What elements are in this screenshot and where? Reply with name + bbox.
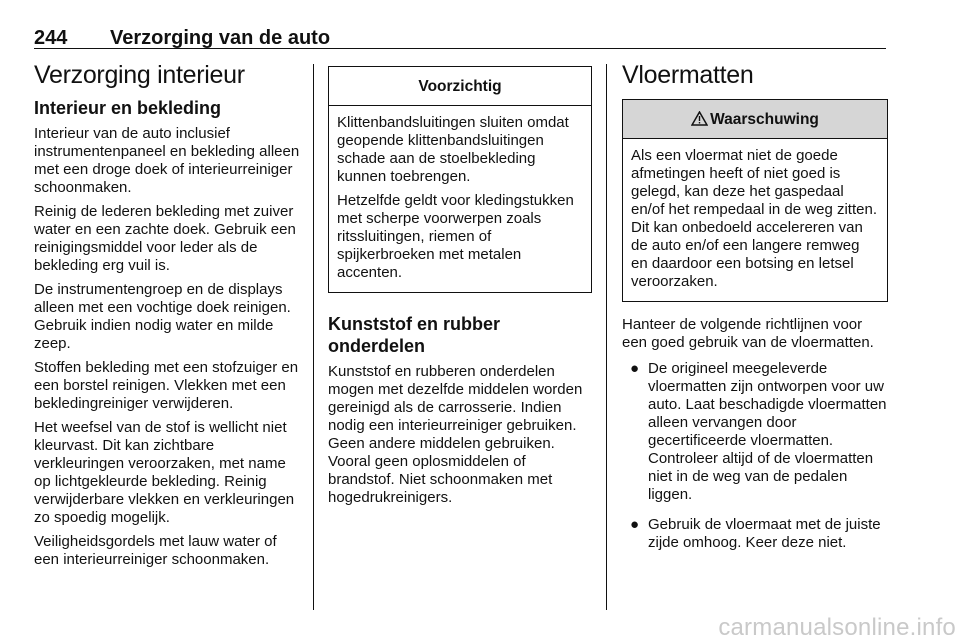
running-title: Verzorging van de auto <box>110 27 331 49</box>
bullet-icon: ● <box>630 516 640 533</box>
paragraph: Kunststof en rubberen onderdelen mogen met dezelfde middelen worden gereinigd als de carrosserie. Indien nodig een interieurreiniger gebruiken. Geen andere middelen gebruiken. Vooral geen oplosmiddelen of brandstof. Niet schoonmaken met hogedrukreinigers. <box>328 363 583 506</box>
bullet-icon: ● <box>630 360 640 377</box>
caution-box <box>328 66 592 293</box>
list-item-text: De origineel meegeleverde vloermatten zijn ontworpen voor uw auto. Laat beschadigde vloermatten alleen vervangen door gecertificeerde vloermatten. Controleer altijd of de vloermatten niet in de weg van de pedalen liggen. <box>648 360 887 503</box>
paragraph: Veiligheidsgordels met lauw water of een interieurreiniger schoonmaken. <box>34 533 277 568</box>
list-item <box>622 516 888 552</box>
paragraph: Reinig de lederen bekleding met zuiver water en een zachte doek. Gebruik een reinigingsmiddel voor leder als de bekleding erg vuil is. <box>34 203 296 274</box>
column-left <box>34 60 300 575</box>
paragraph: Hanteer de volgende richtlijnen voor een goed gebruik van de vloermatten. <box>622 316 874 351</box>
column-divider <box>313 64 314 610</box>
watermark: carmanualsonline.info <box>718 614 956 641</box>
subsection-heading: Kunststof en rubber onderdelen <box>328 314 501 356</box>
caution-title: Voorzichtig <box>329 67 591 106</box>
warning-title: Waarschuwing <box>710 111 819 128</box>
paragraph: De instrumentengroep en de displays alleen met een vochtige doek reinigen. Gebruik indien nodig water en milde zeep. <box>34 281 291 352</box>
column-middle <box>328 66 592 513</box>
warning-box <box>622 99 888 302</box>
page-header <box>34 26 886 49</box>
paragraph: Het weefsel van de stof is wellicht niet kleurvast. Dit kan zichtbare verkleuringen veroorzaken, met name op lichtgekleurde bekleding. Reinig verwijderbare vlekken en verkleuringen zo spoedig mogelijk. <box>34 419 295 526</box>
column-right <box>622 60 888 564</box>
paragraph: Stoffen bekleding met een stofzuiger en een borstel reinigen. Vlekken met een bekledingreiniger verwijderen. <box>34 359 299 412</box>
section-heading: Verzorging interieur <box>34 61 245 89</box>
subsection-heading: Interieur en bekleding <box>34 98 222 118</box>
list-item-text: Gebruik de vloermaat met de juiste zijde omhoog. Keer deze niet. <box>648 516 881 551</box>
page-number: 244 <box>34 27 68 49</box>
column-divider <box>606 64 607 610</box>
warning-header <box>623 100 887 139</box>
caution-paragraph: Klittenbandsluitingen sluiten omdat geopende klittenbandsluitingen schade aan de stoelbekleding kunnen toebrengen. <box>337 114 569 185</box>
list-item <box>622 360 888 504</box>
warning-text: Als een vloermat niet de goede afmetingen heeft of niet goed is gelegd, kan deze het gaspedaal en/of het rempedaal in de weg zitten. Dit kan onbedoeld accelereren van de auto en/of een langere remweg en daardoor een botsing en letsel veroorzaken. <box>631 147 877 290</box>
warning-triangle-icon <box>691 111 708 126</box>
caution-paragraph: Hetzelfde geldt voor kledingstukken met scherpe voorwerpen zoals ritssluitingen, riemen of spijkerbroeken met metalen accenten. <box>337 192 574 281</box>
bullet-list <box>622 360 888 552</box>
section-heading: Vloermatten <box>622 61 754 89</box>
paragraph: Interieur van de auto inclusief instrumentenpaneel en bekleding alleen met een droge doek of interieurreiniger schoonmaken. <box>34 125 300 196</box>
